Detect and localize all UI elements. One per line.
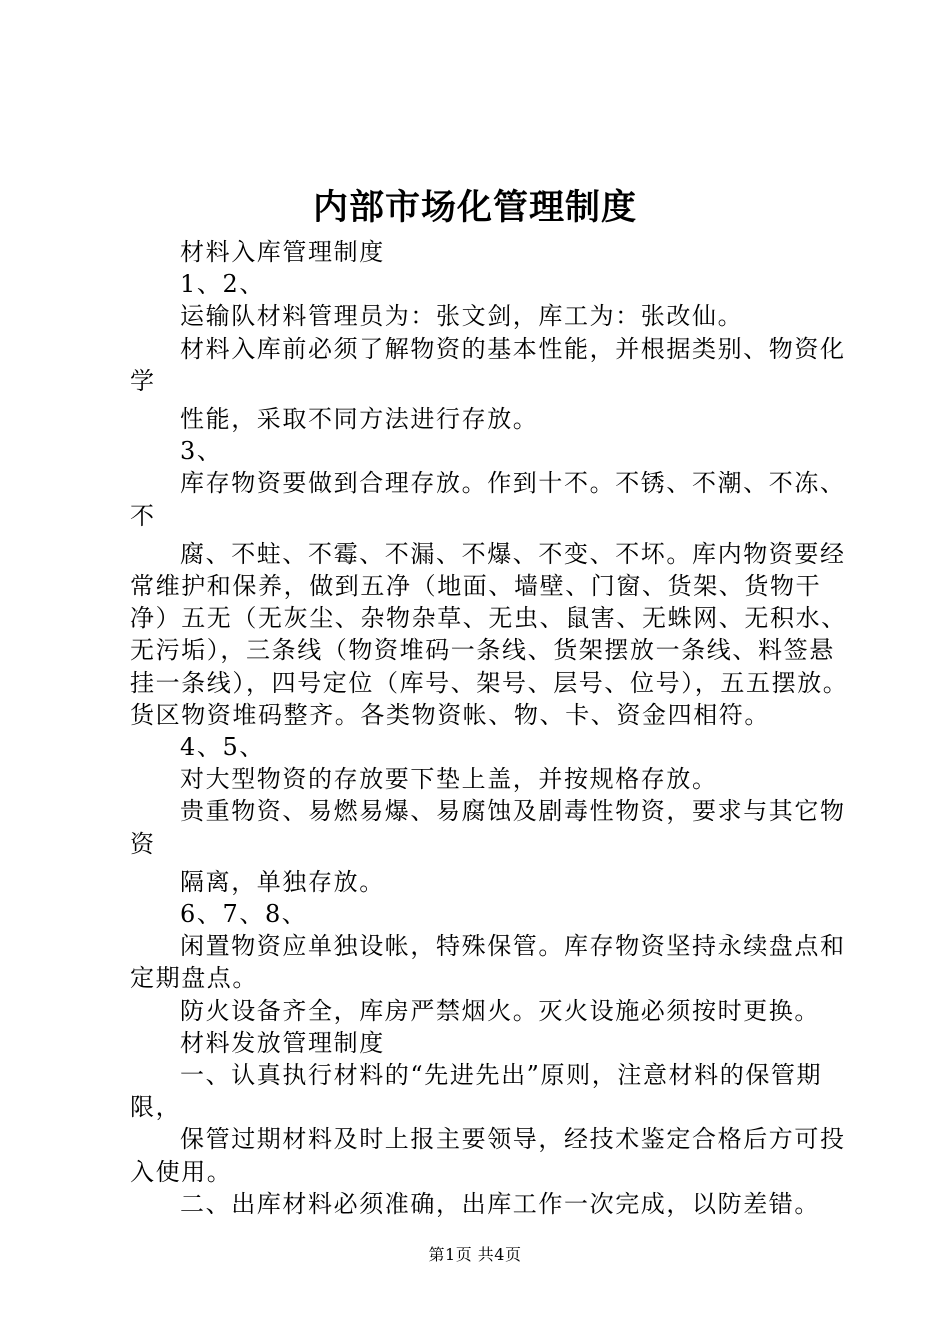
paragraph: 贵重物资、易燃易爆、易腐蚀及剧毒性物资，要求与其它物资 bbox=[130, 797, 846, 858]
paragraph: 一、认真执行材料的“先进先出”原则，注意材料的保管期限， bbox=[130, 1061, 823, 1122]
paragraph: 隔离，单独存放。 bbox=[180, 867, 385, 896]
page-number-footer: 第1页 共4页 bbox=[428, 1245, 522, 1264]
paragraph: 保管过期材料及时上报主要领导，经技术鉴定合格后方可投入使用。 bbox=[130, 1125, 846, 1186]
paragraph: 对大型物资的存放要下垫上盖，并按规格存放。 bbox=[180, 765, 718, 794]
paragraph: 3、 bbox=[180, 437, 223, 466]
paragraph: 运输队材料管理员为：张文剑，库工为：张改仙。 bbox=[180, 302, 744, 331]
paragraph: 闲置物资应单独设帐，特殊保管。库存物资坚持永续盘点和定期盘点。 bbox=[130, 932, 846, 993]
paragraph: 材料入库管理制度 bbox=[180, 238, 385, 266]
paragraph: 6、7、8、 bbox=[180, 900, 308, 929]
paragraph: 材料入库前必须了解物资的基本性能，并根据类别、物资化学 bbox=[130, 334, 846, 395]
paragraph: 腐、不蛀、不霉、不漏、不爆、不变、不坏。库内物资要经常维护和保养，做到五净（地面、墙壁、门窗、货架、货物干净）五无（无灰尘、杂物杂草、无虫、鼠害、无蛛网、无积水、无污垢），三条线（物资堆码一条线、货架摆放一条线、料签悬挂一条线），四号定位（库号、架号、层号、位号），五五摆放。货区物资堆码整齐。各类物资帐、物、卡、资金四相符。 bbox=[130, 539, 849, 729]
document-title: 内部市场化管理制度 bbox=[312, 187, 637, 228]
paragraph: 性能，采取不同方法进行存放。 bbox=[180, 405, 539, 434]
paragraph: 4、5、 bbox=[180, 733, 265, 762]
paragraph: 防火设备齐全，库房严禁烟火。灭火设施必须按时更换。 bbox=[180, 996, 820, 1025]
document-body bbox=[130, 236, 850, 1220]
paragraph: 库存物资要做到合理存放。作到十不。不锈、不潮、不冻、不 bbox=[130, 469, 846, 530]
paragraph: 材料发放管理制度 bbox=[180, 1028, 385, 1057]
paragraph: 二、出库材料必须准确，出库工作一次完成，以防差错。 bbox=[180, 1189, 820, 1218]
paragraph: 1、2、 bbox=[180, 270, 265, 299]
